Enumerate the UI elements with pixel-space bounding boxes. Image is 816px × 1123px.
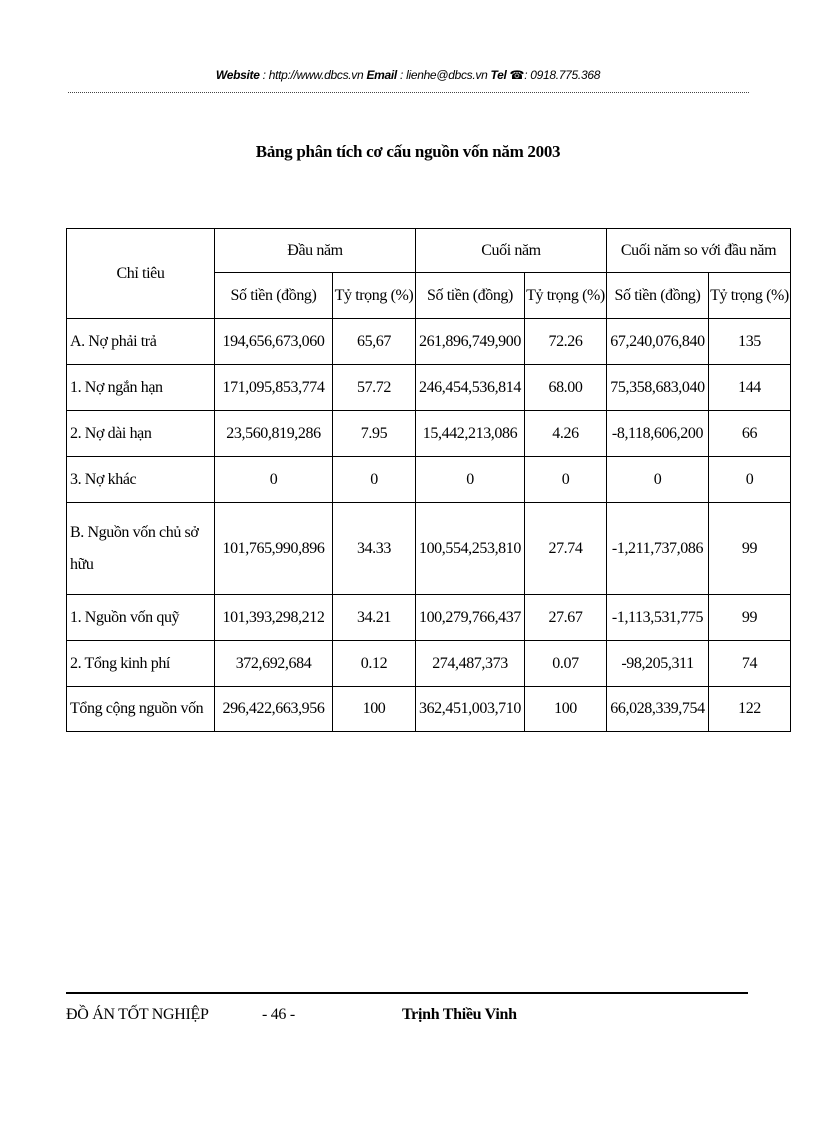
diff-ratio: 0	[709, 457, 791, 503]
start-amount: 101,765,990,896	[215, 503, 333, 595]
diff-ratio: 74	[709, 641, 791, 687]
footer-thesis-label: ĐỒ ÁN TỐT NGHIỆP	[66, 1006, 209, 1023]
table-row-total	[67, 687, 791, 732]
sub-amount-header: Số tiền (đồng)	[607, 273, 709, 319]
table-row	[67, 411, 791, 457]
start-amount: 23,560,819,286	[215, 411, 333, 457]
table-row	[67, 503, 791, 595]
diff-amount: 75,358,683,040	[607, 365, 709, 411]
col-indicator-header: Chỉ tiêu	[67, 229, 215, 319]
footer-divider	[66, 992, 748, 994]
diff-ratio: 99	[709, 595, 791, 641]
row-label: 1. Nguồn vốn quỹ	[67, 595, 215, 641]
end-ratio: 0.07	[525, 641, 607, 687]
website-label: Website	[215, 68, 260, 82]
end-ratio: 0	[525, 457, 607, 503]
start-amount: 296,422,663,956	[215, 687, 333, 732]
diff-amount: -8,118,606,200	[607, 411, 709, 457]
diff-ratio: 144	[709, 365, 791, 411]
diff-amount: -1,211,737,086	[607, 503, 709, 595]
website-value: : http://www.dbcs.vn	[262, 68, 364, 82]
table-row	[67, 595, 791, 641]
group-start-header: Đầu năm	[215, 229, 416, 273]
tel-value: : 0918.775.368	[524, 68, 601, 82]
phone-icon: ☎	[509, 68, 525, 82]
start-ratio: 0	[333, 457, 416, 503]
diff-ratio: 66	[709, 411, 791, 457]
row-label: 2. Tổng kinh phí	[67, 641, 215, 687]
row-label: 2. Nợ dài hạn	[67, 411, 215, 457]
diff-amount: 0	[607, 457, 709, 503]
capital-structure-table	[66, 228, 791, 732]
end-ratio: 100	[525, 687, 607, 732]
table-row	[67, 641, 791, 687]
email-label: Email	[366, 68, 397, 82]
start-ratio: 100	[333, 687, 416, 732]
row-label: B. Nguồn vốn chủ sở hữu	[67, 503, 215, 595]
sub-amount-header: Số tiền (đồng)	[215, 273, 333, 319]
start-ratio: 0.12	[333, 641, 416, 687]
end-ratio: 72.26	[525, 319, 607, 365]
start-amount: 0	[215, 457, 333, 503]
end-ratio: 27.74	[525, 503, 607, 595]
end-amount: 362,451,003,710	[416, 687, 525, 732]
sub-ratio-header: Tỷ trọng (%)	[709, 273, 791, 319]
page-header	[0, 68, 816, 82]
end-ratio: 4.26	[525, 411, 607, 457]
start-ratio: 34.21	[333, 595, 416, 641]
end-amount: 100,279,766,437	[416, 595, 525, 641]
diff-amount: -98,205,311	[607, 641, 709, 687]
end-ratio: 27.67	[525, 595, 607, 641]
group-compare-header: Cuối năm so với đầu năm	[607, 229, 791, 273]
end-ratio: 68.00	[525, 365, 607, 411]
diff-ratio: 135	[709, 319, 791, 365]
start-ratio: 7.95	[333, 411, 416, 457]
sub-ratio-header: Tỷ trọng (%)	[525, 273, 607, 319]
page-number: - 46 -	[262, 1006, 295, 1023]
start-amount: 194,656,673,060	[215, 319, 333, 365]
row-label: A. Nợ phải trả	[67, 319, 215, 365]
header-divider	[68, 92, 749, 93]
end-amount: 261,896,749,900	[416, 319, 525, 365]
footer-author: Trịnh Thiều Vinh	[402, 1006, 517, 1023]
diff-ratio: 99	[709, 503, 791, 595]
start-amount: 171,095,853,774	[215, 365, 333, 411]
email-value: : lienhe@dbcs.vn	[400, 68, 488, 82]
table-row	[67, 319, 791, 365]
document-title: Bảng phân tích cơ cấu nguồn vốn năm 2003	[255, 142, 561, 161]
end-amount: 246,454,536,814	[416, 365, 525, 411]
end-amount: 100,554,253,810	[416, 503, 525, 595]
sub-amount-header: Số tiền (đồng)	[416, 273, 525, 319]
end-amount: 15,442,213,086	[416, 411, 525, 457]
row-label: 3. Nợ khác	[67, 457, 215, 503]
end-amount: 274,487,373	[416, 641, 525, 687]
diff-amount: 66,028,339,754	[607, 687, 709, 732]
group-end-header: Cuối năm	[416, 229, 607, 273]
diff-amount: -1,113,531,775	[607, 595, 709, 641]
row-label: 1. Nợ ngắn hạn	[67, 365, 215, 411]
table-row	[67, 365, 791, 411]
table-row	[67, 457, 791, 503]
diff-ratio: 122	[709, 687, 791, 732]
header-row-groups	[67, 229, 791, 273]
start-amount: 372,692,684	[215, 641, 333, 687]
start-ratio: 65,67	[333, 319, 416, 365]
start-ratio: 34.33	[333, 503, 416, 595]
tel-label: Tel	[490, 68, 507, 82]
end-amount: 0	[416, 457, 525, 503]
start-amount: 101,393,298,212	[215, 595, 333, 641]
diff-amount: 67,240,076,840	[607, 319, 709, 365]
row-label: Tổng cộng nguồn vốn	[67, 687, 215, 732]
sub-ratio-header: Tỷ trọng (%)	[333, 273, 416, 319]
start-ratio: 57.72	[333, 365, 416, 411]
